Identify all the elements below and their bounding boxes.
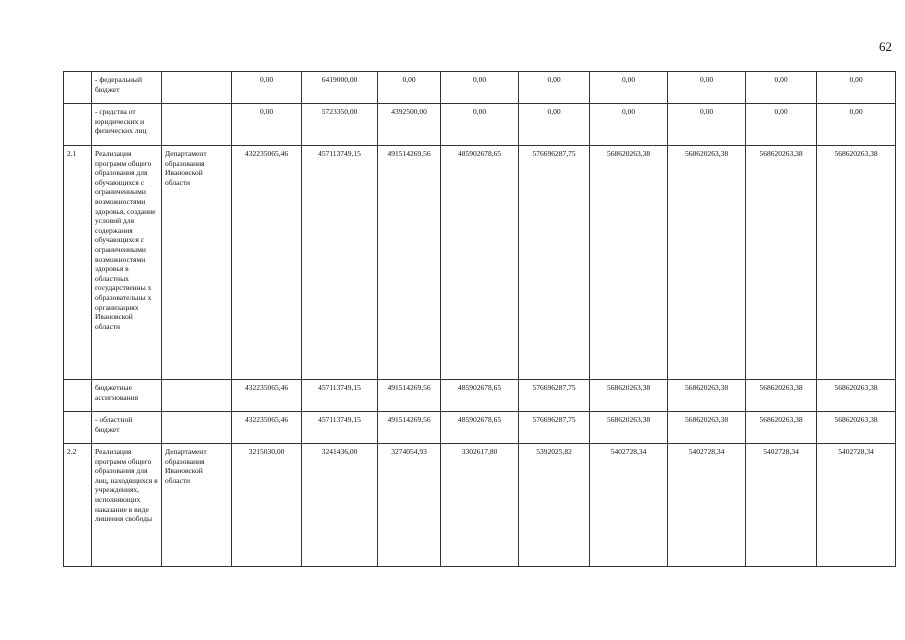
value-cell: 568620263,38: [817, 146, 896, 380]
value-cell: 0,00: [590, 72, 668, 104]
value-cell: 4392500,00: [378, 104, 441, 146]
value-cell: 432235065,46: [232, 146, 302, 380]
row-executor: [162, 104, 232, 146]
row-name: бюджетные ассигнования: [92, 380, 162, 412]
value-cell: 0,00: [746, 104, 817, 146]
value-cell: 568620263,38: [590, 380, 668, 412]
value-cell: 576696287,75: [519, 412, 590, 444]
row-executor: [162, 380, 232, 412]
value-cell: 5402728,34: [590, 444, 668, 567]
row-name: Реализация программ общего образования для обучающихся с ограниченными возможностями здоровья, создание условий для содержания обучающихся с ограниченными возможностями здоровья в областных государственны х образовательны х организациях Ивановской области: [92, 146, 162, 380]
value-cell: 5392025,82: [519, 444, 590, 567]
row-name: - областной бюджет: [92, 412, 162, 444]
row-code: [64, 104, 92, 146]
value-cell: 485902678,65: [441, 146, 519, 380]
table-row: [64, 412, 896, 444]
value-cell: 3215030,00: [232, 444, 302, 567]
row-name: - федеральный бюджет: [92, 72, 162, 104]
table-row: [64, 380, 896, 412]
value-cell: 3302617,80: [441, 444, 519, 567]
row-executor: Департамент образования Ивановской области: [162, 146, 232, 380]
value-cell: 568620263,38: [817, 412, 896, 444]
value-cell: 5402728,34: [746, 444, 817, 567]
value-cell: 568620263,38: [590, 146, 668, 380]
value-cell: 457113749,15: [302, 412, 378, 444]
value-cell: 0,00: [232, 104, 302, 146]
row-executor: [162, 412, 232, 444]
value-cell: 485902678,65: [441, 380, 519, 412]
value-cell: 432235065,46: [232, 380, 302, 412]
value-cell: 5723350,00: [302, 104, 378, 146]
value-cell: 0,00: [441, 72, 519, 104]
row-code: 2.2: [64, 444, 92, 567]
value-cell: 576696287,75: [519, 380, 590, 412]
row-executor: [162, 72, 232, 104]
value-cell: 0,00: [519, 104, 590, 146]
row-code: [64, 380, 92, 412]
value-cell: 0,00: [378, 72, 441, 104]
value-cell: 0,00: [441, 104, 519, 146]
table-row: [64, 72, 896, 104]
value-cell: 568620263,38: [746, 380, 817, 412]
table-row: [64, 146, 896, 380]
value-cell: 491514269,56: [378, 380, 441, 412]
value-cell: 0,00: [746, 72, 817, 104]
value-cell: 0,00: [590, 104, 668, 146]
row-name: - средства от юридических и физических лиц: [92, 104, 162, 146]
value-cell: 457113749,15: [302, 380, 378, 412]
value-cell: 5402728,34: [668, 444, 746, 567]
row-executor: Департамент образования Ивановской области: [162, 444, 232, 567]
value-cell: 0,00: [817, 72, 896, 104]
value-cell: 0,00: [817, 104, 896, 146]
row-name: Реализация программ общего образования для лиц, находящихся в учреждениях, исполняющих наказание в виде лишения свободы: [92, 444, 162, 567]
value-cell: 568620263,38: [668, 412, 746, 444]
value-cell: 0,00: [668, 104, 746, 146]
value-cell: 576696287,75: [519, 146, 590, 380]
budget-table: [63, 71, 896, 567]
row-code: [64, 72, 92, 104]
value-cell: 568620263,38: [746, 146, 817, 380]
value-cell: 491514269,56: [378, 412, 441, 444]
value-cell: 5402728,34: [817, 444, 896, 567]
value-cell: 3241436,00: [302, 444, 378, 567]
table-row: [64, 104, 896, 146]
row-code: [64, 412, 92, 444]
page-number: 62: [879, 39, 892, 54]
value-cell: 432235065,46: [232, 412, 302, 444]
value-cell: 457113749,15: [302, 146, 378, 380]
value-cell: 568620263,38: [590, 412, 668, 444]
value-cell: 0,00: [668, 72, 746, 104]
value-cell: 3274054,93: [378, 444, 441, 567]
value-cell: 568620263,38: [817, 380, 896, 412]
value-cell: 0,00: [232, 72, 302, 104]
value-cell: 0,00: [519, 72, 590, 104]
value-cell: 568620263,38: [746, 412, 817, 444]
row-code: 2.1: [64, 146, 92, 380]
value-cell: 485902678,65: [441, 412, 519, 444]
value-cell: 6419000,00: [302, 72, 378, 104]
value-cell: 491514269,56: [378, 146, 441, 380]
value-cell: 568620263,38: [668, 146, 746, 380]
value-cell: 568620263,38: [668, 380, 746, 412]
table-row: [64, 444, 896, 567]
